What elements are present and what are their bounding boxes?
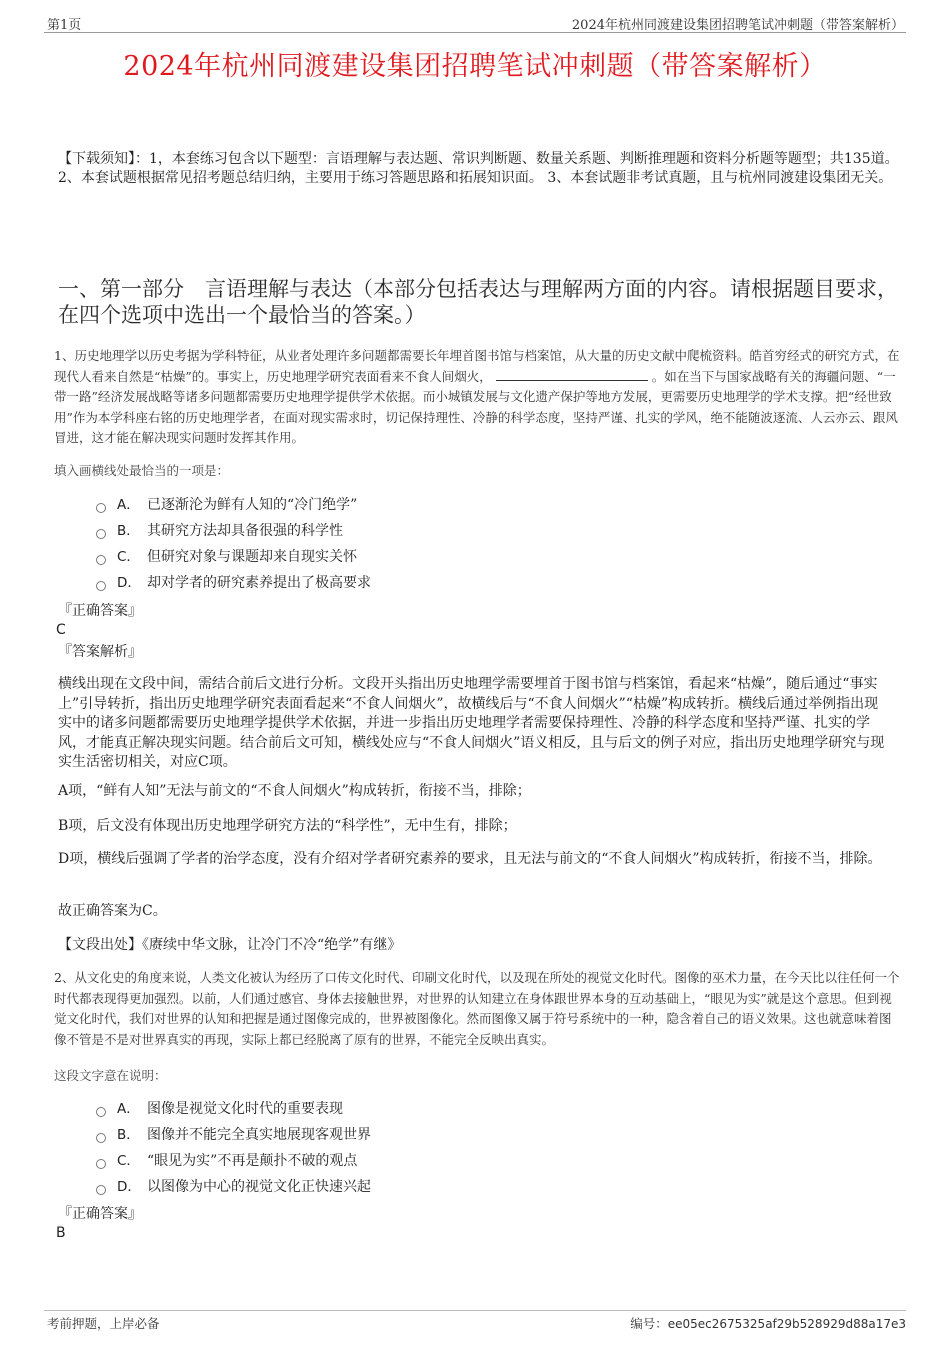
option-text: 却对学者的研究素养提出了极高要求 <box>147 575 371 591</box>
footer-code-value: ee05ec2675325af29b528929d88a17e3 <box>667 1317 906 1331</box>
footer-code-label: 编号： <box>630 1316 668 1331</box>
option-text: 图像是视觉文化时代的重要表现 <box>147 1101 343 1117</box>
option-letter: D． <box>117 575 141 591</box>
fill-blank <box>496 368 648 381</box>
header-divider <box>44 32 906 33</box>
q1-analysis-conclusion: 故正确答案为C。 <box>58 903 167 919</box>
radio-icon[interactable] <box>96 1185 106 1195</box>
question-1-text-after: 。如在当下与国家战略有关的海疆问题、“一带一路”经济发展战略等诸多问题都需要历史地理学提供学术依据。而小城镇发展与文化遗产保护等地方发展，更需要历史地理学的学术支撑。把“经世致用”作为本学科座右铭的历史地理学者，在面对现实需求时，切记保持理性、冷静的科学态度，坚持严谨、扎实的学风，绝不能随波逐流、人云亦云、跟风冒进，这才能在解决现实问题时发挥其作用。 <box>54 368 898 445</box>
q1-option-b[interactable] <box>96 518 343 544</box>
q2-option-a[interactable] <box>96 1096 343 1122</box>
q1-source: 【文段出处】《赓续中华文脉，让冷门不冷“绝学”有继》 <box>58 937 402 953</box>
question-1-text-before: 1、历史地理学以历史考据为学科特征，从业者处理许多问题都需要长年埋首图书馆与档案馆，从大量的历史文献中爬梳资料。皓首穷经式的研究方式，在现代人看来自然是“枯燥”的。事实上，历史地理学研究表面看来不食人间烟火， <box>54 348 900 384</box>
option-text: 但研究对象与课题却来自现实关怀 <box>147 549 357 565</box>
radio-icon[interactable] <box>96 529 106 539</box>
option-text: 以图像为中心的视觉文化正快速兴起 <box>147 1179 371 1195</box>
option-letter: A． <box>117 1101 140 1117</box>
download-notice: 【下载须知】：1，本套练习包含以下题型：言语理解与表达题、常识判断题、数量关系题、判断推理题和资料分析题等题型；共135道。 2、本套试题根据常见招考题总结归纳，主要用于练习答题思路和拓展知识面。 3、本套试题非考试真题，且与杭州同渡建设集团无关。 <box>58 151 899 186</box>
q1-analysis-b: B项，后文没有体现出历史地理学研究方法的“科学性”，无中生有，排除； <box>58 818 517 834</box>
q1-analysis-a: A项，“鲜有人知”无法与前文的“不食人间烟火”构成转折，衔接不当，排除； <box>58 783 531 799</box>
option-letter: B． <box>117 1127 140 1143</box>
q2-option-c[interactable] <box>96 1148 357 1174</box>
question-2-prompt: 这段文字意在说明： <box>54 1068 167 1083</box>
radio-icon[interactable] <box>96 503 106 513</box>
option-letter: C． <box>117 1153 140 1169</box>
footer-divider <box>44 1310 906 1311</box>
page-number: 第1页 <box>47 18 82 33</box>
question-1-text <box>54 346 900 449</box>
option-letter: D． <box>117 1179 141 1195</box>
section-heading: 一、第一部分 言语理解与表达（本部分包括表达与理解两方面的内容。请根据题目要求，在四个选项中选出一个最恰当的答案。） <box>58 277 898 327</box>
footer-code <box>630 1314 906 1332</box>
q2-answer: B <box>56 1225 66 1241</box>
option-text: “眼见为实”不再是颠扑不破的观点 <box>147 1153 358 1169</box>
question-1-prompt: 填入画横线处最恰当的一项是： <box>54 463 230 478</box>
question-2-text: 2、从文化史的角度来说，人类文化被认为经历了口传文化时代、印刷文化时代，以及现在所处的视觉文化时代。图像的巫术力量，在今天比以往任何一个时代都表现得更加强烈。以前，人们通过感官、身体去接触世界，对世界的认知建立在身体跟世界本身的互动基础上，“眼见为实”就是这个意思。但到视觉文化时代，我们对世界的认知和把握是通过图像完成的，世界被图像化。然而图像又属于符号系统中的一种，隐含着自己的语义效果。这也就意味着图像不管是不是对世界真实的再现，实际上都已经脱离了原有的世界，不能完全反映出真实。 <box>54 970 900 1047</box>
radio-icon[interactable] <box>96 1133 106 1143</box>
q2-answer-label: 『正确答案』 <box>58 1206 142 1222</box>
radio-icon[interactable] <box>96 581 106 591</box>
page-title: 2024年杭州同渡建设集团招聘笔试冲刺题（带答案解析） <box>123 51 827 82</box>
radio-icon[interactable] <box>96 1159 106 1169</box>
q1-analysis-label: 『答案解析』 <box>58 644 142 660</box>
q1-answer-label: 『正确答案』 <box>58 603 142 619</box>
option-text: 图像并不能完全真实地展现客观世界 <box>147 1127 371 1143</box>
option-letter: B． <box>117 523 140 539</box>
option-letter: A． <box>117 497 140 513</box>
q2-option-d[interactable] <box>96 1174 371 1200</box>
option-text: 其研究方法却具备很强的科学性 <box>147 523 343 539</box>
option-text: 已逐渐沦为鲜有人知的“冷门绝学” <box>147 497 358 513</box>
q1-answer: C <box>56 622 66 638</box>
radio-icon[interactable] <box>96 1107 106 1117</box>
q1-option-a[interactable] <box>96 492 357 518</box>
radio-icon[interactable] <box>96 555 106 565</box>
q1-analysis-d: D项，横线后强调了学者的治学态度，没有介绍对学者研究素养的要求，且无法与前文的“不食人间烟火”构成转折，衔接不当，排除。 <box>58 851 882 867</box>
q1-analysis-main: 横线出现在文段中间，需结合前后文进行分析。文段开头指出历史地理学需要埋首于图书馆与档案馆，看起来“枯燥”，随后通过“事实上”引导转折，指出历史地理学研究表面看起来“不食人间烟火”，故横线后与“不食人间烟火”“枯燥”构成转折。横线后通过举例指出现实中的诸多问题都需要历史地理学提供学术依据，并进一步指出历史地理学者需要保持理性、冷静的科学态度和坚持严谨、扎实的学风，才能真正解决现实问题。结合前后文可知，横线处应与“不食人间烟火”语义相反，且与后文的例子对应，指出历史地理学研究与现实生活密切相关，对应C项。 <box>58 676 885 770</box>
option-letter: C． <box>117 549 140 565</box>
header-doc-title: 2024年杭州同渡建设集团招聘笔试冲刺题（带答案解析） <box>571 18 904 33</box>
q1-option-d[interactable] <box>96 570 371 596</box>
q2-option-b[interactable] <box>96 1122 371 1148</box>
q1-option-c[interactable] <box>96 544 357 570</box>
footer-slogan: 考前押题，上岸必备 <box>47 1316 160 1331</box>
